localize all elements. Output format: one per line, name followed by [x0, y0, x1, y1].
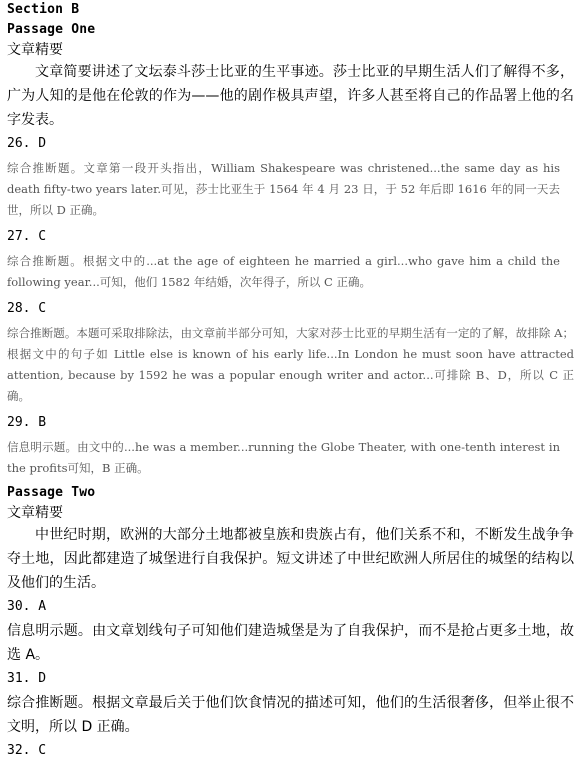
passage-one-summary-label: 文章精要	[7, 42, 63, 58]
question-27-explanation: 综合推断题。根据文中的...at the age of eighteen he married a girl...who gave him a child the following year...可知，他们 1582 年结婚，次年得子，所以 C 正确。	[7, 254, 560, 289]
passage-two-summary-label: 文章精要	[7, 505, 63, 521]
passage-one-summary: 文章简要讲述了文坛泰斗莎士比亚的生平事迹。莎士比亚的早期生活人们了解得不多，广为人知的是他在伦敦的作为——他的剧作极具声望，许多人甚至将自己的作品署上他的名字发表。	[7, 64, 574, 128]
question-29-explanation: 信息明示题。由文中的...he was a member...running the Globe Theater, with one-tenth interest in the profits可知，B 正确。	[7, 440, 560, 475]
question-32-answer: 32. C	[7, 743, 47, 758]
question-29-answer: 29. B	[7, 415, 47, 430]
question-26-explanation: 综合推断题。文章第一段开头指出，William Shakespeare was christened...the same day as his death fifty-two years later.可见，莎士比亚生于 1564 年 4 月 23 日，于 52 年后即 1616 年的同一天去世，所以 D 正确。	[7, 161, 560, 217]
passage-two-summary: 中世纪时期，欧洲的大部分土地都被皇族和贵族占有，他们关系不和，不断发生战争争夺土地，因此都建造了城堡进行自我保护。短文讲述了中世纪欧洲人所居住的城堡的结构以及他们的生活。	[7, 527, 574, 591]
question-28-explanation: 综合推断题。本题可采取排除法，由文章前半部分可知，大家对莎士比亚的早期生活有一定的了解，故排除 A；根据文中的句子如 Little else is known of his early life...In London he must soon have attracted attention, because by 1592 he was a popular enough writer and actor...可排除 B、D，所以 C 正确。	[7, 326, 574, 403]
question-26-answer: 26. D	[7, 136, 47, 151]
question-27-answer: 27. C	[7, 229, 47, 244]
section-title: Section B	[7, 2, 80, 17]
question-31-answer: 31. D	[7, 671, 47, 686]
passage-two-title: Passage Two	[7, 485, 96, 500]
question-31-explanation: 综合推断题。根据文章最后关于他们饮食情况的描述可知，他们的生活很奢侈，但举止很不文明，所以 D 正确。	[7, 695, 574, 735]
question-30-explanation: 信息明示题。由文章划线句子可知他们建造城堡是为了自我保护，而不是抢占更多土地，故选 A。	[7, 623, 574, 663]
question-28-answer: 28. C	[7, 301, 47, 316]
question-30-answer: 30. A	[7, 599, 47, 614]
passage-one-title: Passage One	[7, 22, 96, 37]
